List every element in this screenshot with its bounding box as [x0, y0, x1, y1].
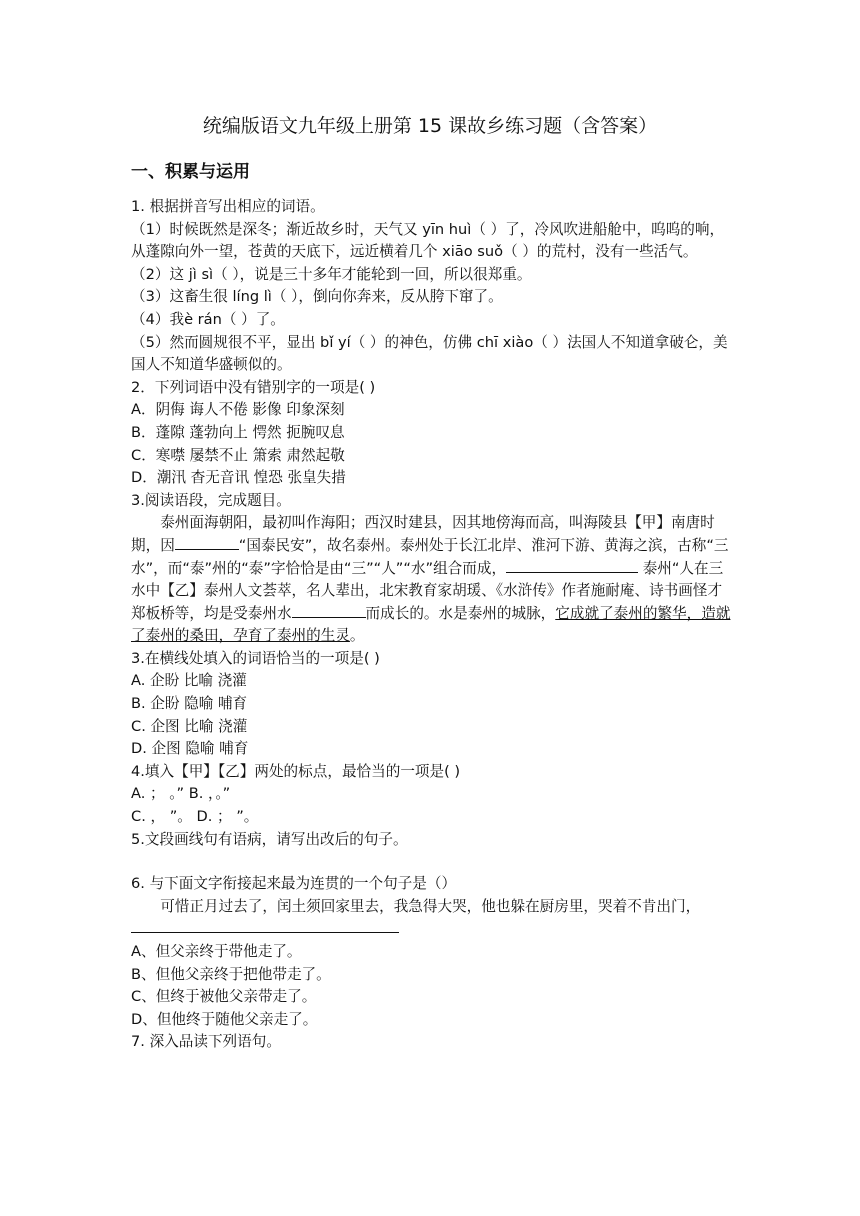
q6-option-d: D、但他终于随他父亲走了。 — [131, 1010, 318, 1028]
q6-option-a: A、但父亲终于带他走了。 — [131, 943, 302, 960]
q6-stem: 6. 与下面文字衔接起来最为连贯的一个句子是（） — [131, 875, 457, 893]
q4-options-cd: C. ， ”。 D. ； ”。 — [131, 808, 259, 826]
passage-part-1: 泰州面海朝阳，最初叫作海阳；西汉时建县，因其地傍海而高，叫海陵县【甲】南唐时期，因 — [131, 514, 715, 554]
document-body — [131, 196, 731, 1054]
q2-option-c: C．寒噤 屡禁不止 箫索 肃然起敬 — [131, 446, 345, 464]
q3a-option-c: C. 企图 比喻 浇灌 — [131, 717, 248, 735]
q2-option-d: D．潮汛 杳无音讯 惶恐 张皇失措 — [131, 469, 346, 487]
underlined-sentence: 它成就了泰州的繁华，造就了泰州的桑田，孕育了泰州的生灵 — [131, 604, 731, 645]
q1-sentence-5: （5）然而圆规很不平，显出 bǐ yí（ ）的神色，仿佛 chī xiào（ ）法国人不知道拿破仑，美国人不知道华盛顿似的。 — [131, 333, 728, 374]
passage-part-4: 而成长的。水是泰州的城脉， — [365, 604, 556, 622]
q1-sentence-4: （4）我è rán（ ）了。 — [131, 310, 285, 328]
q3-stem: 3.阅读语段，完成题目。 — [131, 491, 291, 509]
q3a-option-b: B. 企盼 隐喻 哺育 — [131, 695, 248, 713]
q7-stem: 7. 深入品读下列语句。 — [131, 1033, 281, 1051]
passage-part-2: “国泰民安”，故名泰州。泰州处于长江北岸、淮河下游、黄海之滨，古称“三水”，而“泰”州的“泰”字恰恰是由“三”“人”“水”组合而成， — [131, 536, 729, 577]
q1-sentence-2: （2）这 jì sì（ ），说是三十多年才能轮到一回，所以很郑重。 — [131, 265, 532, 283]
q3a-option-d: D. 企图 隐喻 哺育 — [131, 740, 249, 758]
q6-blank — [131, 918, 399, 933]
q4-options-ab: A. ； 。” B. ，。” — [131, 785, 231, 803]
q6-passage — [131, 896, 731, 941]
q6-option-b: B、但他父亲终于把他带走了。 — [131, 965, 331, 983]
q3-passage — [131, 512, 731, 648]
answer-space — [131, 851, 731, 873]
passage-blank-1 — [175, 535, 239, 550]
q2-option-b: B．蓬隙 蓬勃向上 愕然 扼腕叹息 — [131, 423, 345, 441]
q1-sentence-3: （3）这畜生很 líng lì（ ），倒向你奔来，反从胯下窜了。 — [131, 288, 503, 306]
q3a-option-a: A. 企盼 比喻 浇灌 — [131, 672, 247, 690]
q4-stem: 4.填入【甲】【乙】两处的标点，最恰当的一项是( ) — [131, 762, 461, 780]
q2-option-a: A．阴侮 诲人不倦 影像 印象深刻 — [131, 401, 345, 419]
passage-part-3: 泰州“人在三水中【乙】泰州人文荟萃，名人辈出，北宋教育家胡瑗、《水浒传》作者施耐庵、诗书画怪才郑板桥等，均是受泰州水 — [131, 559, 724, 622]
passage-blank-3 — [292, 603, 366, 618]
q1-sentence-1: （1）时候既然是深冬；渐近故乡时，天气又 yīn huì（ ）了，冷风吹进船舱中，呜呜的响，从蓬隙向外一望，苍黄的天底下，远近横着几个 xiāo suǒ（ ）的荒村，没有一些活气。 — [131, 220, 725, 261]
q6-option-c: C、但终于被他父亲带走了。 — [131, 988, 317, 1006]
passage-blank-2 — [506, 558, 638, 573]
q2-stem: 2．下列词语中没有错别字的一项是( ) — [131, 378, 376, 396]
page-title: 统编版语文九年级上册第 15 课故乡练习题（含答案） — [202, 115, 658, 137]
q5-stem: 5.文段画线句有语病，请写出改后的句子。 — [131, 830, 408, 848]
q3a-stem: 3.在横线处填入的词语恰当的一项是( ) — [131, 649, 380, 667]
passage-end: 。 — [349, 627, 365, 645]
section-heading: 一、积累与运用 — [131, 162, 250, 182]
q6-passage-text: 可惜正月过去了，闰土须回家里去，我急得大哭，他也躲在厨房里，哭着不肯出门， — [160, 897, 701, 915]
q1-stem: 1. 根据拼音写出相应的词语。 — [131, 198, 325, 215]
